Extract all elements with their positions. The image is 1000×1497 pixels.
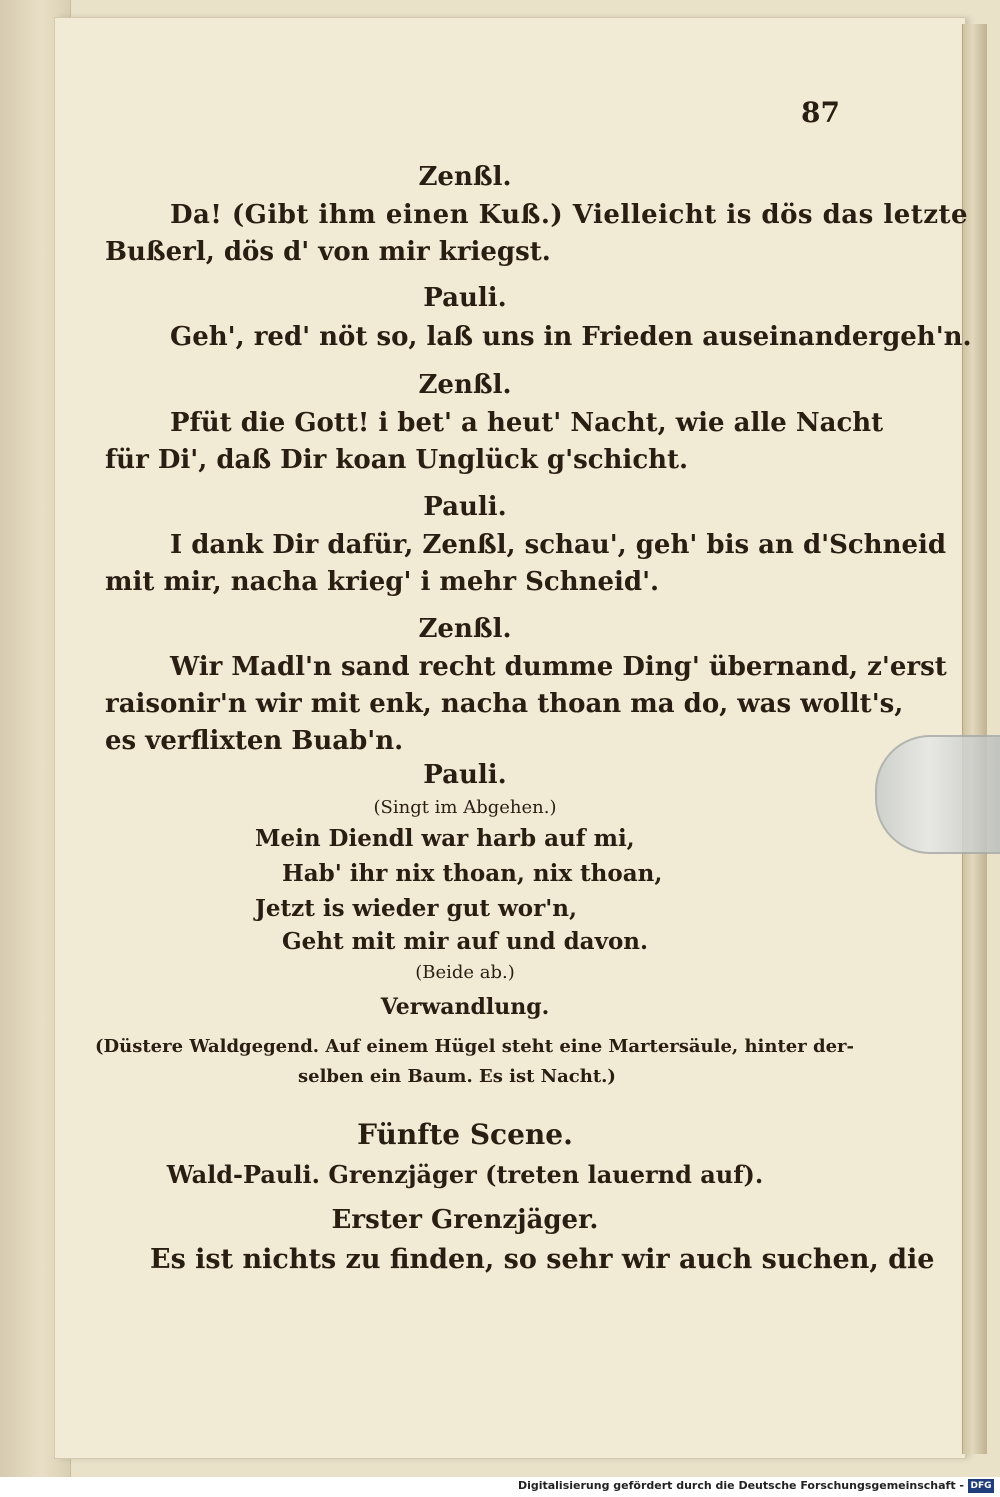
- text-line: Da! (Gibt ihm einen Kuß.) Vielleicht is dös das letzte: [170, 200, 969, 230]
- scene-change: Verwandlung.: [380, 994, 550, 1020]
- text-line: Wir Madl'n sand recht dumme Ding' übernand, z'erst: [170, 652, 947, 682]
- scene-title: Fünfte Scene.: [357, 1118, 573, 1151]
- stage-direction: (Beide ab.): [415, 962, 515, 983]
- text-line: Es ist nichts zu finden, so sehr wir auch suchen, die: [150, 1244, 935, 1275]
- verse-line: Geht mit mir auf und davon.: [282, 928, 649, 955]
- stage-direction: (Singt im Abgehen.): [373, 797, 557, 818]
- text-line: I dank Dir dafür, Zenßl, schau', geh' bis an d'Schneid: [170, 530, 947, 560]
- speaker-heading: Pauli.: [423, 492, 507, 522]
- text-line: Bußerl, dös d' von mir kriegst.: [105, 237, 551, 267]
- speaker-heading: Erster Grenzjäger.: [331, 1205, 599, 1235]
- footer-bar: [0, 1477, 1000, 1497]
- page-number: 87: [801, 96, 840, 129]
- text-line: raisonir'n wir mit enk, nacha thoan ma do, was wollt's,: [105, 689, 904, 719]
- dfg-logo: DFG: [968, 1479, 994, 1493]
- text-line: Pfüt die Gott! i bet' a heut' Nacht, wie alle Nacht: [170, 408, 884, 438]
- page-clip: [875, 735, 1000, 854]
- text-line: für Di', daß Dir koan Unglück g'schicht.: [105, 445, 689, 475]
- speaker-heading: Zenßl.: [418, 370, 512, 400]
- verse-line: Jetzt is wieder gut wor'n,: [255, 895, 577, 922]
- text-line: Geh', red' nöt so, laß uns in Frieden auseinandergeh'n.: [170, 322, 972, 352]
- speaker-heading: Zenßl.: [418, 162, 512, 192]
- verse-line: Mein Diendl war harb auf mi,: [255, 825, 635, 852]
- speaker-heading: Pauli.: [423, 760, 507, 790]
- character-list: Wald-Pauli. Grenzjäger (treten lauernd auf).: [166, 1160, 764, 1189]
- footer-credit: Digitalisierung gefördert durch die Deutsche Forschungsgemeinschaft -: [517, 1479, 964, 1492]
- text-line: mit mir, nacha krieg' i mehr Schneid'.: [105, 567, 660, 597]
- stage-direction: (Düstere Waldgegend. Auf einem Hügel steht eine Martersäule, hinter der-: [95, 1036, 854, 1057]
- stage-direction: selben ein Baum. Es ist Nacht.): [298, 1066, 616, 1087]
- speaker-heading: Pauli.: [423, 283, 507, 313]
- speaker-heading: Zenßl.: [418, 614, 512, 644]
- verse-line: Hab' ihr nix thoan, nix thoan,: [282, 860, 663, 887]
- text-line: es verflixten Buab'n.: [105, 726, 404, 756]
